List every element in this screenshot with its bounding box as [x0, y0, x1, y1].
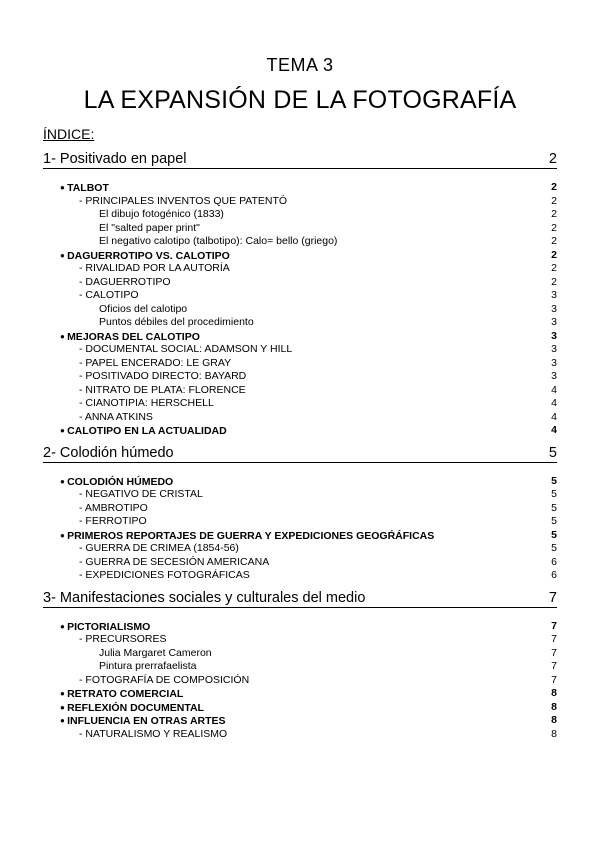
- toc-entry-label: - NEGATIVO DE CRISTAL: [79, 488, 203, 500]
- toc-entry-label: ● PRIMEROS REPORTAJES DE GUERRA Y EXPEDICIONES GEOGŔÁFICAS: [60, 529, 434, 543]
- toc-entry-label: - NITRATO DE PLATA: FLORENCE: [79, 383, 246, 396]
- toc-entry-label: - DOCUMENTAL SOCIAL: ADAMSON Y HILL: [79, 343, 293, 355]
- toc-entry[interactable]: [43, 569, 557, 583]
- toc-entry-label: - AMBROTIPO: [79, 501, 148, 514]
- toc-entry-label: - EXPEDICIONES FOTOGRÁFICAS: [79, 569, 250, 581]
- toc-entry-page-number: 2: [551, 194, 557, 207]
- toc-entry-label: - FERROTIPO: [79, 515, 147, 527]
- toc-entry-label: - CIANOTIPIA: HERSCHELL: [79, 397, 214, 409]
- toc-entry-page-number: 6: [551, 569, 557, 581]
- toc-entry-label: ● PICTORIALISMO: [60, 620, 150, 634]
- toc-entry[interactable]: [43, 620, 557, 634]
- toc-entry[interactable]: [43, 316, 557, 330]
- toc-entry[interactable]: [43, 411, 557, 425]
- toc-entry-label: ● TALBOT: [60, 181, 109, 195]
- toc-entry-page-number: 2: [551, 262, 557, 274]
- toc-entry-label: El negativo calotipo (talbotipo): Calo= bello (griego): [99, 235, 338, 247]
- toc-entry-page-number: 7: [551, 633, 557, 645]
- toc-entry-page-number: 3: [551, 289, 557, 301]
- toc-entry-label: Pintura prerrafaelista: [99, 660, 197, 672]
- toc-entry[interactable]: [43, 556, 557, 570]
- toc-entry[interactable]: [43, 276, 557, 290]
- toc-entry[interactable]: [43, 475, 557, 489]
- indice-heading: ÍNDICE:: [43, 126, 95, 142]
- toc-entry-label: - RIVALIDAD POR LA AUTORÍA: [79, 262, 230, 274]
- toc-entry-page-number: 8: [551, 727, 557, 740]
- toc-entry-page-number: 7: [551, 660, 557, 672]
- toc-entry-page-number: 8: [551, 687, 557, 699]
- toc-entry-page-number: 2: [551, 221, 557, 234]
- toc-entry-label: - PRECURSORES: [79, 633, 167, 645]
- toc-entry-page-number: 5: [551, 528, 557, 541]
- toc-entry[interactable]: [43, 701, 557, 715]
- toc-entry[interactable]: [43, 529, 557, 543]
- toc-section-heading[interactable]: [43, 589, 557, 608]
- toc-entry[interactable]: [43, 397, 557, 411]
- toc-entry[interactable]: [43, 660, 557, 674]
- toc-entry-page-number: 4: [551, 383, 557, 396]
- toc-entry-label: ● INFLUENCIA EN OTRAS ARTES: [60, 714, 226, 728]
- toc-entry-page-number: 3: [551, 356, 557, 369]
- toc-entry-page-number: 5: [551, 488, 557, 500]
- toc-entry-page-number: 7: [551, 619, 557, 632]
- toc-entry-page-number: 8: [551, 714, 557, 726]
- toc-entry-label: - DAGUERROTIPO: [79, 275, 171, 288]
- toc-entry[interactable]: [43, 262, 557, 276]
- toc-entry-label: El "salted paper print": [99, 221, 200, 234]
- toc-entry[interactable]: [43, 249, 557, 263]
- toc-entry[interactable]: [43, 424, 557, 438]
- toc-entry[interactable]: [43, 542, 557, 556]
- toc-entry-page-number: 6: [551, 555, 557, 568]
- toc-entry[interactable]: [43, 303, 557, 317]
- section-spacer: [43, 608, 557, 620]
- section-label: 2- Colodión húmedo: [43, 444, 174, 461]
- toc-entry[interactable]: [43, 714, 557, 728]
- toc-entry-label: ● MEJORAS DEL CALOTIPO: [60, 330, 200, 344]
- toc-entry[interactable]: [43, 222, 557, 236]
- toc-entry-label: El dibujo fotogénico (1833): [99, 208, 224, 220]
- toc-entry[interactable]: [43, 502, 557, 516]
- toc-entry-page-number: 2: [551, 235, 557, 247]
- toc-entry-label: - PRINCIPALES INVENTOS QUE PATENTÓ: [79, 194, 288, 207]
- toc-entry[interactable]: [43, 357, 557, 371]
- toc-section-heading[interactable]: [43, 444, 557, 463]
- toc-entry-label: ● RETRATO COMERCIAL: [60, 687, 183, 701]
- toc-entry-label: - CALOTIPO: [79, 289, 139, 301]
- toc-entry-label: - GUERRA DE CRIMEA (1854-56): [79, 542, 239, 554]
- toc-entry-page-number: 3: [551, 343, 557, 355]
- toc-entry-label: ● CALOTIPO EN LA ACTUALIDAD: [60, 424, 227, 438]
- toc-entry-label: - GUERRA DE SECESIÓN AMERICANA: [79, 555, 270, 568]
- section-spacer: [43, 463, 557, 475]
- toc-entry[interactable]: [43, 195, 557, 209]
- toc-entry-page-number: 8: [551, 700, 557, 713]
- toc-entry[interactable]: [43, 235, 557, 249]
- toc-entry[interactable]: [43, 687, 557, 701]
- section-label: 1- Positivado en papel: [43, 151, 187, 167]
- toc-entry-label: ● DAGUERROTIPO VS. CALOTIPO: [60, 249, 230, 263]
- toc-entry[interactable]: [43, 330, 557, 344]
- toc-entry-label: - POSITIVADO DIRECTO: BAYARD: [79, 370, 247, 382]
- toc-entry-label: ● REFLEXIÓN DOCUMENTAL: [60, 701, 204, 715]
- toc-entry[interactable]: [43, 488, 557, 502]
- toc-entry-page-number: 5: [551, 474, 557, 487]
- toc-entry-label: - ANNA ATKINS: [79, 410, 153, 423]
- tema-heading: TEMA 3: [266, 55, 334, 75]
- toc-entry[interactable]: [43, 289, 557, 303]
- section-page-number: 7: [548, 589, 557, 606]
- toc-entry-label: Oficios del calotipo: [99, 302, 188, 315]
- toc-entry-page-number: 5: [551, 501, 557, 514]
- toc-entry-page-number: 3: [551, 370, 557, 382]
- toc-entry-page-number: 5: [551, 515, 557, 527]
- toc-entry-page-number: 2: [551, 248, 557, 261]
- toc-entry[interactable]: [43, 208, 557, 222]
- section-page-number: 5: [548, 444, 557, 461]
- table-of-contents: [43, 150, 557, 741]
- section-label: 3- Manifestaciones sociales y culturales del medio: [43, 589, 366, 606]
- toc-entry[interactable]: [43, 647, 557, 661]
- toc-entry-page-number: 3: [551, 329, 557, 342]
- toc-entry[interactable]: [43, 633, 557, 647]
- toc-entry-page-number: 2: [551, 208, 557, 220]
- toc-entry-page-number: 4: [551, 424, 557, 436]
- toc-entry-label: - FOTOGRAFÍA DE COMPOSICIÓN: [79, 673, 250, 686]
- toc-entry[interactable]: [43, 384, 557, 398]
- toc-entry[interactable]: [43, 674, 557, 688]
- toc-entry-page-number: 7: [551, 673, 557, 686]
- toc-entry-label: Puntos débiles del procedimiento: [99, 316, 254, 328]
- toc-entry[interactable]: [43, 370, 557, 384]
- toc-entry-label: Julia Margaret Cameron: [99, 646, 212, 659]
- toc-entry-page-number: 4: [551, 410, 557, 423]
- toc-entry[interactable]: [43, 728, 557, 742]
- toc-entry-page-number: 7: [551, 646, 557, 659]
- toc-entry-page-number: 2: [551, 275, 557, 288]
- page-title: LA EXPANSIÓN DE LA FOTOGRAFÍA: [83, 86, 517, 114]
- section-page-number: 2: [548, 151, 557, 167]
- toc-section-heading[interactable]: [43, 150, 557, 169]
- section-spacer: [43, 169, 557, 181]
- toc-entry-label: - PAPEL ENCERADO: LE GRAY: [79, 356, 232, 369]
- toc-entry[interactable]: [43, 515, 557, 529]
- toc-entry[interactable]: [43, 181, 557, 195]
- toc-entry-label: - NATURALISMO Y REALISMO: [79, 727, 228, 740]
- toc-entry[interactable]: [43, 343, 557, 357]
- toc-entry-label: ● COLODIÓN HÚMEDO: [60, 475, 173, 489]
- toc-entry-page-number: 3: [551, 302, 557, 315]
- toc-entry-page-number: 4: [551, 397, 557, 409]
- toc-entry-page-number: 2: [551, 181, 557, 193]
- toc-entry-page-number: 3: [551, 316, 557, 328]
- toc-entry-page-number: 5: [551, 542, 557, 554]
